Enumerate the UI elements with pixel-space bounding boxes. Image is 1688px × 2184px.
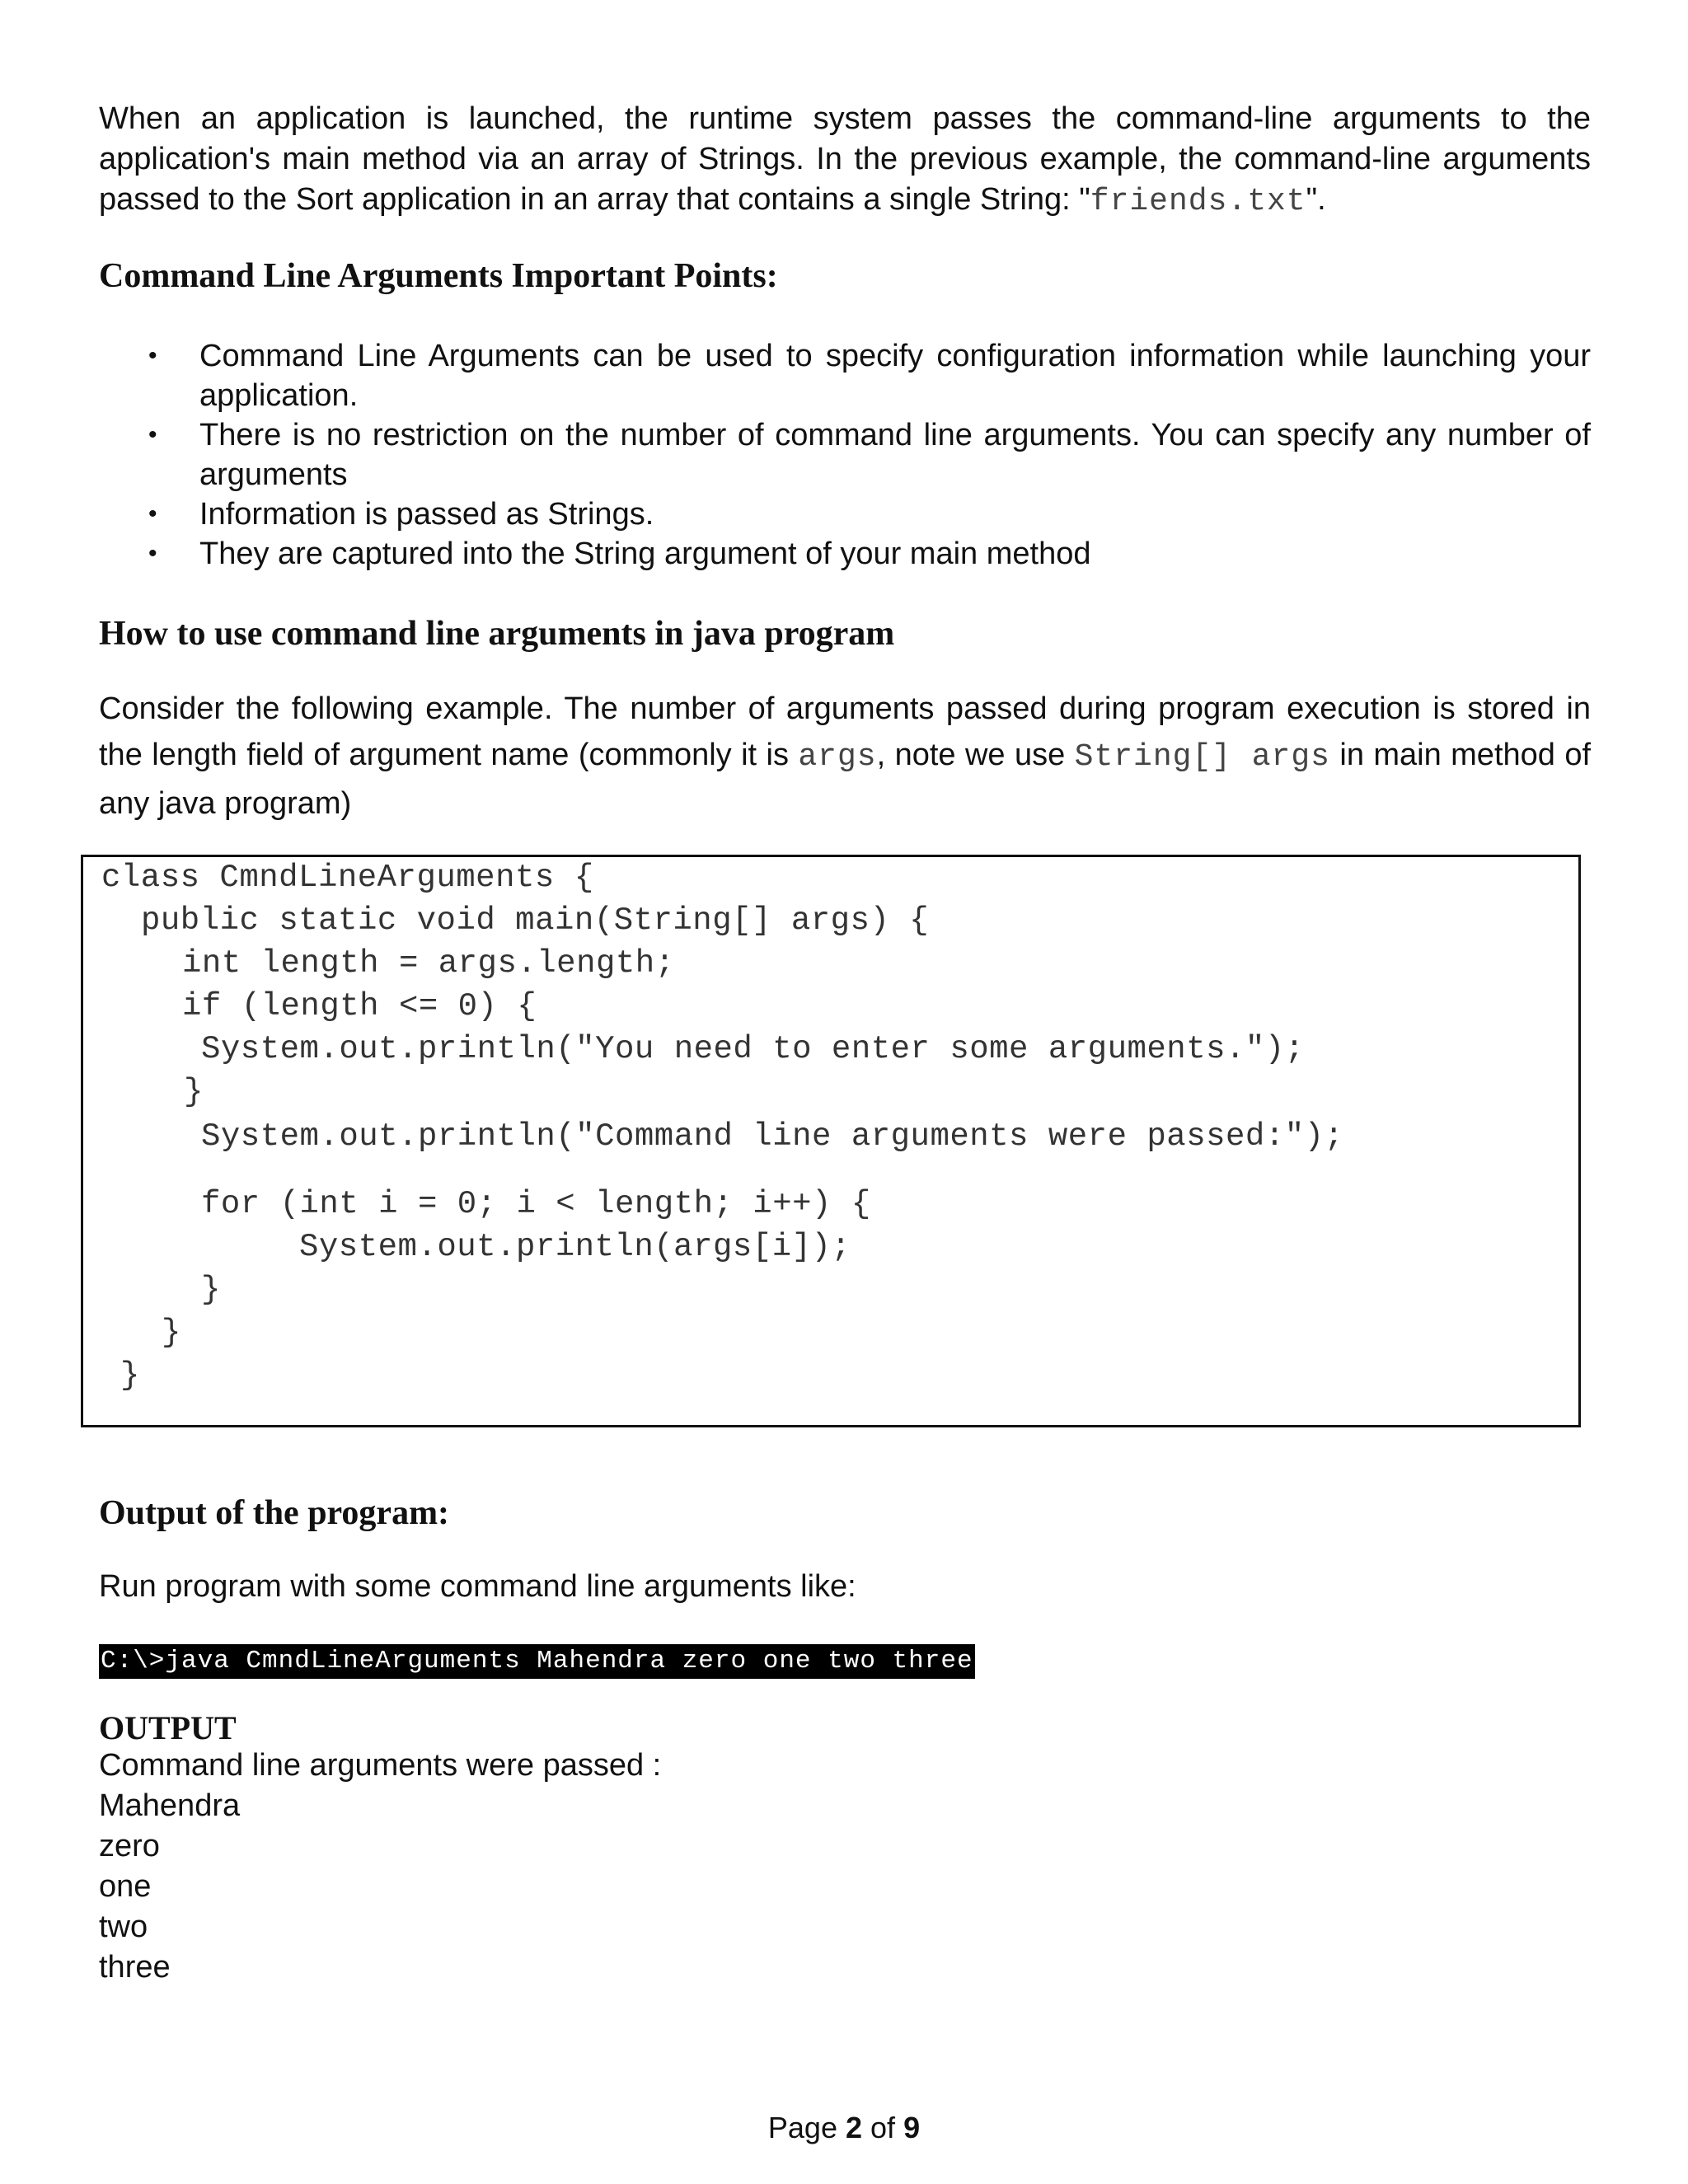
code-line: public static void main(String[] args) { [141, 902, 930, 939]
points-list-item [99, 534, 1591, 574]
code-line: } [120, 1357, 140, 1394]
usage-paragraph [99, 686, 1591, 827]
usage-text-3: in main method of any java program) [99, 738, 1592, 821]
usage-text-1: Consider the following example. The number of arguments passed during program execution is stored in the length field of argument name (commonly it is [99, 691, 1591, 772]
points-list-item [99, 336, 1591, 415]
code-block [81, 855, 1581, 1427]
footer-total-pages: 9 [903, 2111, 921, 2144]
usage-code-args: args [798, 739, 877, 775]
usage-code-string-args: String[] args [1074, 739, 1330, 775]
footer-current-page: 2 [845, 2111, 863, 2144]
bullet-icon: • [148, 342, 157, 369]
output-line: zero [99, 1829, 160, 1863]
points-heading: Command Line Arguments Important Points: [99, 257, 778, 295]
usage-text-2: , note we use [876, 738, 1075, 772]
points-list [99, 336, 1591, 574]
code-line: class CmndLineArguments { [101, 860, 594, 896]
page-number-footer [0, 2110, 1688, 2146]
run-instruction: Run program with some command line arguments like: [99, 1569, 856, 1604]
usage-heading: How to use command line arguments in java program [99, 615, 895, 653]
intro-code-filename: friends.txt [1090, 184, 1306, 219]
output-line: one [99, 1869, 152, 1904]
bullet-icon: • [148, 421, 157, 448]
points-list-item [99, 415, 1591, 494]
bullet-icon: • [148, 500, 157, 527]
code-line: if (length <= 0) { [182, 988, 537, 1024]
code-line: } [162, 1315, 181, 1351]
footer-page-word: Page [767, 2111, 837, 2144]
intro-text-2: ". [1306, 182, 1326, 217]
output-line: Mahendra [99, 1788, 241, 1823]
code-line: } [184, 1074, 204, 1110]
code-line: for (int i = 0; i < length; i++) { [201, 1186, 871, 1222]
output-line: two [99, 1910, 148, 1944]
code-line: } [201, 1272, 221, 1308]
code-line: System.out.println("You need to enter some arguments."); [201, 1031, 1305, 1067]
points-list-item [99, 494, 1591, 534]
output-line: three [99, 1950, 171, 1985]
intro-text-1: When an application is launched, the runtime system passes the command-line arguments to the application's main method via an array of Strings. In the previous example, the command-line arguments passed to the Sort application in an array that contains a single String: " [99, 101, 1591, 217]
output-label: OUTPUT [99, 1709, 237, 1746]
output-heading: Output of the program: [99, 1494, 450, 1532]
output-line: Command line arguments were passed : [99, 1748, 662, 1783]
code-line: int length = args.length; [182, 945, 675, 982]
points-list-item-text: Information is passed as Strings. [199, 497, 654, 532]
code-line: System.out.println(args[i]); [299, 1229, 851, 1265]
bullet-icon: • [148, 540, 157, 567]
command-line-example: C:\>java CmndLineArguments Mahendra zero one two three [99, 1644, 975, 1679]
footer-of-word: of [870, 2111, 896, 2144]
points-list-item-text: There is no restriction on the number of command line arguments. You can specify any number of arguments [199, 418, 1591, 492]
code-line: System.out.println("Command line arguments were passed:"); [201, 1118, 1344, 1155]
points-list-item-text: They are captured into the String argument of your main method [199, 537, 1091, 571]
intro-paragraph [99, 99, 1591, 222]
points-list-item-text: Command Line Arguments can be used to specify configuration information while launching your application. [199, 339, 1591, 413]
